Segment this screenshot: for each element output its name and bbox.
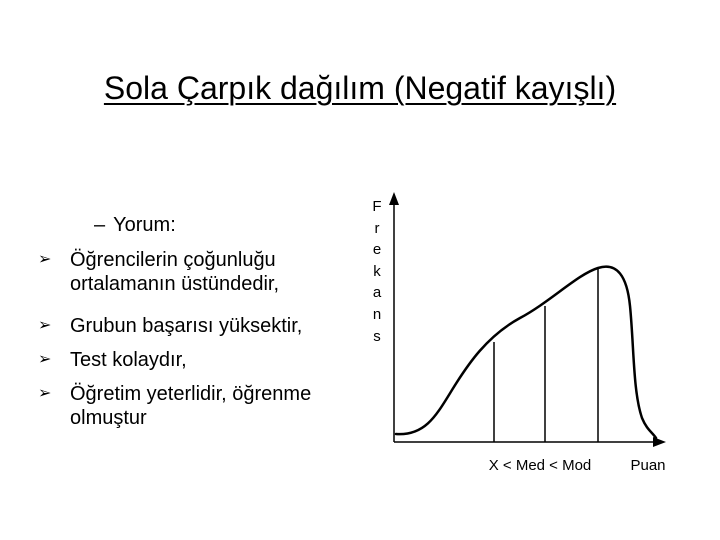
sub-heading-label: Yorum: [113,214,176,236]
marker-caption: X < Med < Mod [488,457,592,474]
bullet-text-line: Öğretim yeterlidir, öğrenme [70,383,312,405]
y-axis-label-letter: n [372,305,382,323]
y-axis-label-letter: a [372,284,382,302]
y-axis-label-letter: r [374,219,380,237]
y-axis-label-letter: e [372,241,382,259]
arrow-bullet-icon: ➢ [38,351,52,368]
distribution-curve [396,267,656,438]
bullet-text-line: Öğrencilerin çoğunluğu [70,249,276,271]
bullet-text-line: Grubun başarısı yüksektir, [70,315,303,337]
bullet-text-line: ortalamanın üstündedir, [70,273,280,295]
x-axis-label: Puan [630,457,666,474]
y-axis-label [368,196,386,347]
dash-bullet: – [94,214,106,236]
arrow-bullet-icon: ➢ [38,385,52,402]
y-axis-arrow-icon [389,192,399,205]
y-axis-label-letter: k [373,262,381,280]
slide-title-text: Sola Çarpık dağılım (Negatif kayışlı) [103,70,617,106]
bullet-text-line: Test kolaydır, [70,349,187,371]
arrow-bullet-icon: ➢ [38,251,52,268]
y-axis-label-letter: s [373,327,381,345]
x-axis [394,437,666,447]
y-axis-label-letter: F [372,198,382,215]
arrow-bullet-icon: ➢ [38,317,52,334]
y-axis [389,192,399,442]
bullet-text-line: olmuştur [70,407,147,429]
